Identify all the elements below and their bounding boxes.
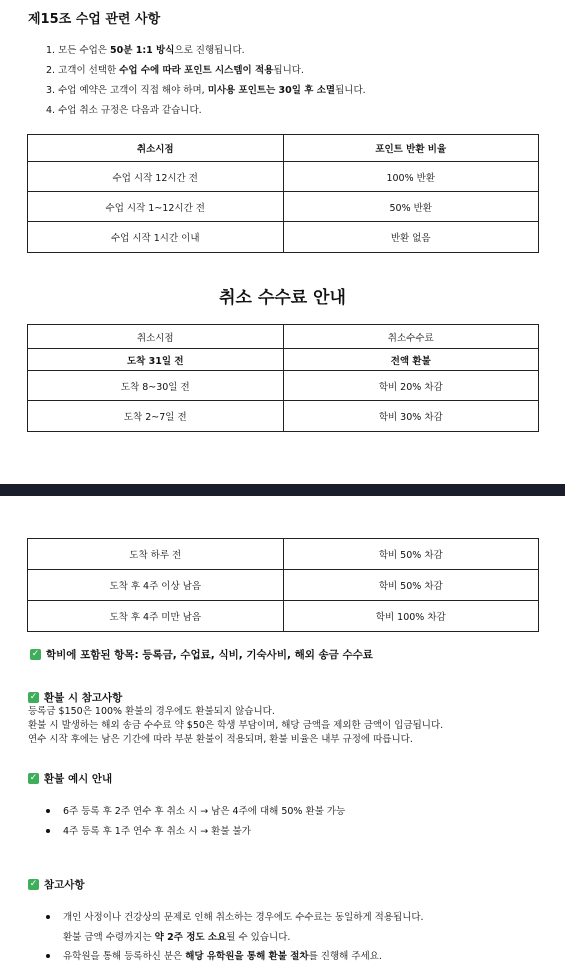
article-item: 2. 고객이 선택한 수업 수에 따라 포인트 시스템이 적용됩니다.	[46, 65, 304, 76]
cancel-fee-table	[27, 324, 539, 432]
table-header-row	[28, 325, 539, 349]
article-item: 4. 수업 취소 규정은 다음과 같습니다.	[46, 105, 202, 116]
table-cell: 전액 환불	[283, 349, 539, 371]
table-cell: 수업 시작 1시간 이내	[28, 222, 284, 253]
table-cell: 도착 31일 전	[28, 349, 284, 371]
notes-list	[46, 909, 424, 966]
article-item: 1. 모든 수업은 50분 1:1 방식으로 진행됩니다.	[46, 45, 245, 56]
check-icon: ✓	[31, 649, 40, 659]
table-cell: 도착 후 4주 이상 남음	[28, 570, 284, 601]
table-cell: 수업 시작 12시간 전	[28, 162, 284, 192]
table-row	[28, 371, 539, 401]
table-header-cell: 취소수수료	[283, 325, 539, 349]
check-icon: ✓	[29, 773, 38, 783]
section-title: 취소 수수료 안내	[219, 288, 346, 308]
list-item: 개인 사정이나 건강상의 문제로 인해 취소하는 경우에도 수수료는 동일하게 적용됩니다.	[46, 909, 424, 929]
refund-note-line: 등록금 $150은 100% 환불의 경우에도 환불되지 않습니다.	[28, 706, 275, 717]
cancel-fee-table-continued	[27, 538, 539, 632]
table-row	[28, 401, 539, 432]
table-row	[28, 222, 539, 253]
refund-note-line: 연수 시작 후에는 남은 기간에 따라 부분 환불이 적용되며, 환불 비율은 내부 규정에 따릅니다.	[28, 734, 413, 745]
list-item-sub: 환불 금액 수령까지는 약 2주 정도 소요될 수 있습니다.	[63, 932, 291, 943]
table-cell: 학비 100% 차감	[283, 601, 539, 632]
article-list	[46, 42, 366, 122]
table-row	[28, 570, 539, 601]
table-cell: 도착 후 4주 미만 남음	[28, 601, 284, 632]
table-header-cell: 취소시점	[28, 135, 284, 162]
table-cell: 수업 시작 1~12시간 전	[28, 192, 284, 222]
article-title: 제15조 수업 관련 사항	[28, 12, 161, 27]
table-cell: 도착 2~7일 전	[28, 401, 284, 432]
list-item: 유학원을 통해 등록하신 분은 해당 유학원을 통해 환불 절차를 진행해 주세요.	[46, 948, 424, 966]
table-cell: 학비 50% 차감	[283, 570, 539, 601]
refund-example-title: 환불 예시 안내	[44, 773, 113, 785]
page-divider-band	[0, 484, 565, 496]
article-item: 3. 수업 예약은 고객이 직접 해야 하며, 미사용 포인트는 30일 후 소멸됩니다.	[46, 85, 366, 96]
table-row	[28, 162, 539, 192]
table-row	[28, 349, 539, 371]
table-cell: 100% 반환	[283, 162, 539, 192]
table-header-row	[28, 135, 539, 162]
table-cell: 학비 20% 차감	[283, 371, 539, 401]
refund-notes-body	[28, 705, 443, 747]
table-row	[28, 601, 539, 632]
refund-note-line: 환불 시 발생하는 해외 송금 수수료 약 $50은 학생 부담이며, 해당 금액을 제외한 금액이 입금됩니다.	[28, 720, 444, 731]
table-cell: 도착 하루 전	[28, 539, 284, 570]
refund-notes-heading	[28, 690, 122, 705]
point-refund-table	[27, 134, 539, 253]
list-item: 6주 등록 후 2주 연수 후 취소 시 → 남은 4주에 대해 50% 환불 가능	[46, 803, 345, 823]
table-cell: 50% 반환	[283, 192, 539, 222]
table-header-cell: 취소시점	[28, 325, 284, 349]
notes-title: 참고사항	[44, 879, 85, 891]
table-header-cell: 포인트 반환 비율	[283, 135, 539, 162]
list-item: 4주 등록 후 1주 연수 후 취소 시 → 환불 불가	[46, 823, 345, 843]
table-row	[28, 539, 539, 570]
check-icon: ✓	[29, 879, 38, 889]
table-cell: 도착 8~30일 전	[28, 371, 284, 401]
included-items-text: 학비에 포함된 항목: 등록금, 수업료, 식비, 기숙사비, 해외 송금 수수료	[46, 649, 373, 661]
notes-heading	[28, 877, 85, 892]
table-row	[28, 192, 539, 222]
included-items-heading	[30, 647, 373, 662]
table-cell: 반환 없음	[283, 222, 539, 253]
table-cell: 학비 30% 차감	[283, 401, 539, 432]
refund-notes-title: 환불 시 참고사항	[44, 692, 123, 704]
refund-example-list	[46, 803, 345, 843]
table-cell: 학비 50% 차감	[283, 539, 539, 570]
check-icon: ✓	[29, 692, 38, 702]
refund-example-heading	[28, 771, 112, 786]
